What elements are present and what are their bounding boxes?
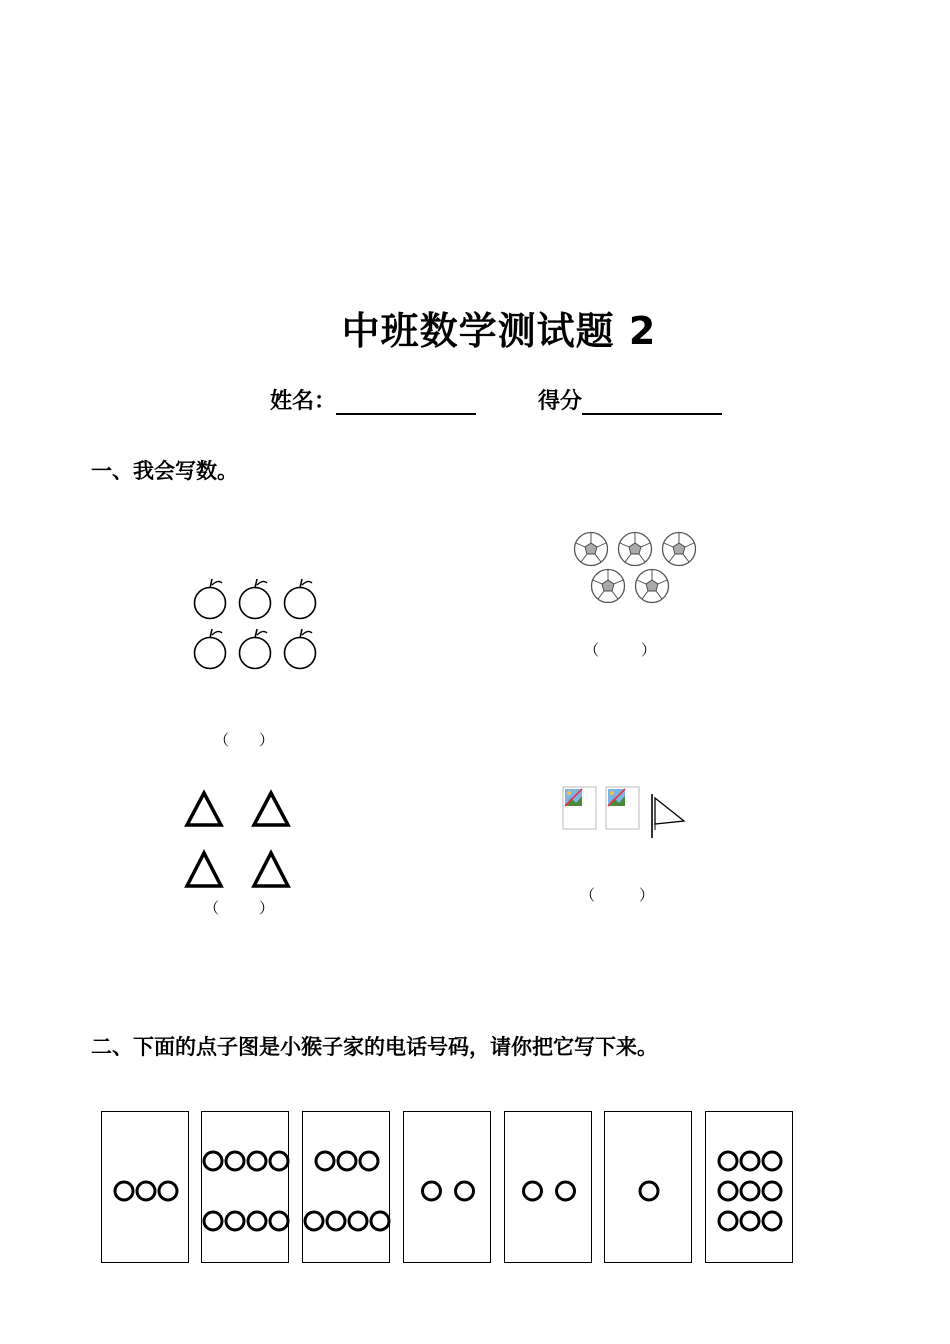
dot-box bbox=[302, 1111, 390, 1263]
dot bbox=[371, 1212, 389, 1230]
score-field[interactable] bbox=[538, 384, 722, 415]
name-field[interactable] bbox=[270, 384, 476, 415]
dot bbox=[270, 1152, 288, 1170]
dot bbox=[248, 1152, 266, 1170]
flag-group bbox=[558, 784, 688, 842]
dot-box bbox=[705, 1111, 793, 1263]
score-label: 得分 bbox=[538, 389, 583, 414]
section-2-heading: 二、下面的点子图是小猴子家的电话号码，请你把它写下来。 bbox=[91, 1035, 658, 1059]
name-blank[interactable] bbox=[336, 389, 476, 415]
dot bbox=[719, 1182, 737, 1200]
soccer-ball-icon bbox=[592, 570, 625, 603]
dot bbox=[719, 1212, 737, 1230]
dot bbox=[360, 1152, 378, 1170]
dot bbox=[327, 1212, 345, 1230]
apple-icon bbox=[240, 629, 271, 669]
answer-blank-flags[interactable]: （ ） bbox=[580, 886, 655, 904]
soccer-ball-icon bbox=[636, 570, 669, 603]
dot bbox=[316, 1152, 334, 1170]
dot bbox=[763, 1212, 781, 1230]
dot bbox=[270, 1212, 288, 1230]
dot bbox=[349, 1212, 367, 1230]
dot bbox=[159, 1182, 177, 1200]
soccer-ball-icon bbox=[663, 533, 696, 566]
apple-icon bbox=[240, 579, 271, 619]
soccer-ball-group bbox=[570, 530, 700, 606]
dot bbox=[248, 1212, 266, 1230]
dot bbox=[204, 1152, 222, 1170]
apple-group bbox=[188, 575, 323, 675]
dot bbox=[741, 1182, 759, 1200]
dot bbox=[557, 1182, 575, 1200]
answer-blank-triangles[interactable]: （ ） bbox=[204, 899, 275, 917]
dot-box bbox=[101, 1111, 189, 1263]
soccer-ball-icon bbox=[619, 533, 652, 566]
dot bbox=[338, 1152, 356, 1170]
dot bbox=[741, 1212, 759, 1230]
dot-box bbox=[201, 1111, 289, 1263]
apple-icon bbox=[285, 629, 316, 669]
dot-box bbox=[403, 1111, 491, 1263]
name-label: 姓名： bbox=[270, 389, 337, 414]
dot bbox=[456, 1182, 474, 1200]
dot-box bbox=[604, 1111, 692, 1263]
apple-icon bbox=[195, 579, 226, 619]
score-blank[interactable] bbox=[582, 389, 722, 415]
dot bbox=[423, 1182, 441, 1200]
dot bbox=[524, 1182, 542, 1200]
dot bbox=[305, 1212, 323, 1230]
dot bbox=[115, 1182, 133, 1200]
section-1-heading: 一、我会写数。 bbox=[91, 459, 238, 483]
answer-blank-apples[interactable]: （ ） bbox=[214, 731, 275, 749]
triangle-icon bbox=[187, 793, 221, 825]
dot bbox=[226, 1152, 244, 1170]
apple-icon bbox=[195, 629, 226, 669]
dot-box bbox=[504, 1111, 592, 1263]
triangle-icon bbox=[187, 853, 221, 886]
answer-blank-balls[interactable]: （ ） bbox=[584, 641, 657, 659]
dot bbox=[137, 1182, 155, 1200]
dot bbox=[741, 1152, 759, 1170]
dot bbox=[719, 1152, 737, 1170]
broken-image-icon bbox=[563, 787, 596, 829]
triangle-icon bbox=[254, 853, 288, 886]
dot bbox=[763, 1152, 781, 1170]
page-title: 中班数学测试题 2 bbox=[341, 309, 657, 353]
dot bbox=[226, 1212, 244, 1230]
dot bbox=[763, 1182, 781, 1200]
apple-icon bbox=[285, 579, 316, 619]
triangle-icon bbox=[254, 793, 288, 825]
dot bbox=[204, 1212, 222, 1230]
soccer-ball-icon bbox=[575, 533, 608, 566]
dot bbox=[640, 1182, 658, 1200]
flag-icon bbox=[652, 794, 684, 838]
broken-image-icon bbox=[606, 787, 639, 829]
triangle-group bbox=[180, 788, 298, 892]
